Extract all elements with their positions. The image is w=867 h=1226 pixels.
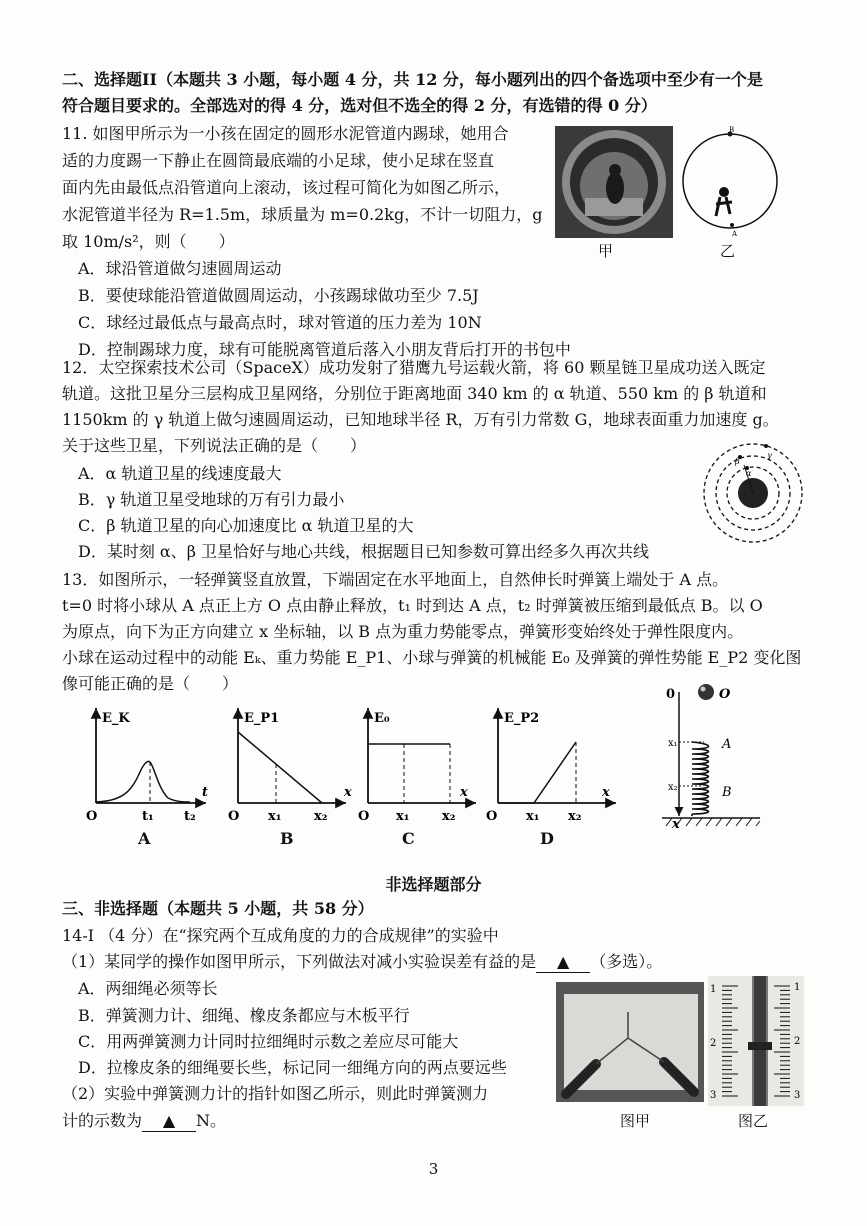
q11-line: 适的力度踢一下静止在圆筒最底端的小足球，使小足球在竖直	[62, 151, 495, 170]
q12-option-d: D．某时刻 α、β 卫星恰好与地心共线，根据题目已知参数可算出经多久再次共线	[78, 542, 650, 561]
q13-graph-b-tick2: x₂	[314, 809, 328, 824]
q14-part1	[62, 952, 662, 973]
q14-scale-left-3: 3	[710, 1090, 717, 1101]
q13-graph-d-origin: O	[486, 809, 498, 824]
q13-graph-c-origin: O	[358, 809, 370, 824]
q11-label-b: B	[729, 126, 735, 134]
q13-spring-zero: 0	[666, 687, 676, 702]
q14-option-d: D．拉橡皮条的细绳要长些，标记同一细绳方向的两点要远些	[78, 1058, 507, 1077]
q13-line: 13．如图所示，一轻弹簧竖直放置，下端固定在水平地面上，自然伸长时弹簧上端处于 A 点。	[62, 570, 729, 589]
q11-option-a: A．球沿管道做匀速圆周运动	[78, 259, 282, 278]
q14-scale-left-2: 2	[710, 1038, 717, 1049]
q14-scale-right-1: 1	[794, 982, 801, 993]
q13-line: 小球在运动过程中的动能 Eₖ、重力势能 E_P1、小球与弹簧的机械能 E₀ 及弹簧的弹性势能 E_P2 变化图	[62, 648, 802, 667]
q14-caption-yi: 图乙	[738, 1112, 769, 1130]
q12-line: 1150km 的 γ 轨道上做匀速圆周运动，已知地球半径 R，万有引力常数 G，地球表面重力加速度 g。	[62, 410, 779, 429]
q12-line: 关于这些卫星，下列说法正确的是（ ）	[62, 436, 367, 455]
q13-line: 像可能正确的是（ ）	[62, 674, 239, 693]
q14-scale-right-2: 2	[794, 1036, 801, 1047]
q14-part1-blank[interactable]: ▲	[536, 952, 590, 973]
q11-line: 取 10m/s²，则（ ）	[62, 232, 235, 251]
q13-graph-b-tick1: x₁	[268, 809, 282, 824]
q13-graph-b-xlabel: x	[344, 785, 352, 800]
q14-photo-board	[556, 982, 704, 1102]
q14-option-b: B．弹簧测力计、细绳、橡皮条都应与木板平行	[78, 1006, 410, 1025]
q13-graph-c	[356, 700, 484, 825]
q12-line: 轨道。这批卫星分三层构成卫星网络，分别位于距离地面 340 km 的 α 轨道、550 km 的 β 轨道和	[62, 384, 767, 403]
q13-graph-c-xlabel: x	[460, 785, 468, 800]
q14-part2-post: N。	[196, 1111, 227, 1130]
q13-graph-d-tick1: x₁	[526, 809, 540, 824]
q13-graph-b-origin: O	[228, 809, 240, 824]
q13-spring-a: A	[722, 737, 732, 752]
page-number: 3	[428, 1160, 439, 1178]
q11-option-d: D．控制踢球力度，球有可能脱离管道后落入小朋友背后打开的书包中	[78, 340, 571, 359]
q14-part1-tail: （多选）。	[590, 952, 663, 971]
q11-diagram-circle	[680, 124, 780, 242]
q11-photo-pipe	[555, 126, 673, 238]
section2-heading-line1: 二、选择题II（本题共 3 小题，每小题 4 分，共 12 分，每小题列出的四个备选项中至少有一个是	[62, 70, 763, 89]
q12-option-b: B．γ 轨道卫星受地球的万有引力最小	[78, 490, 345, 509]
q13-spring-b: B	[722, 785, 732, 800]
q13-spring-x1: x₁	[668, 738, 678, 749]
q13-spring-x2: x₂	[668, 782, 678, 793]
q11-caption-yi: 乙	[720, 242, 736, 260]
q13-spring-o: O	[719, 687, 731, 702]
q14-intro: 14-I （4 分）在“探究两个互成角度的力的合成规律”的实验中	[62, 926, 499, 945]
q13-graph-b-ylabel: E_P1	[244, 711, 280, 726]
q13-graph-a-xlabel: t	[202, 785, 209, 800]
q13-graph-a-name: A	[138, 829, 151, 848]
q13-line: 为原点，向下为正方向建立 x 坐标轴，以 B 点为重力势能零点，弹簧形变始终处于弹性限度内。	[62, 622, 744, 641]
q12-option-c: C．β 轨道卫星的向心加速度比 α 轨道卫星的大	[78, 516, 414, 535]
q11-option-c: C．球经过最低点与最高点时，球对管道的压力差为 10N	[78, 313, 482, 332]
q12-label-alpha: α	[746, 469, 752, 478]
q13-graph-d-tick2: x₂	[568, 809, 582, 824]
q12-label-beta: β	[735, 457, 740, 466]
q13-graph-d-name: D	[540, 829, 554, 848]
q12-option-a: A．α 轨道卫星的线速度最大	[78, 464, 282, 483]
q13-graph-a-tick2: t₂	[184, 809, 196, 824]
q14-scale-left-1: 1	[710, 984, 717, 995]
q13-line: t=0 时将小球从 A 点正上方 O 点由静止释放，t₁ 时到达 A 点，t₂ 时弹簧被压缩到最低点 B。以 O	[62, 596, 763, 615]
q13-spring-x: x	[672, 817, 680, 832]
q11-line: 水泥管道半径为 R=1.5m，球质量为 m=0.2kg，不计一切阻力，g	[62, 205, 543, 224]
q13-graph-c-ylabel: E₀	[374, 711, 390, 726]
q14-caption-jia: 图甲	[620, 1112, 651, 1130]
q13-graph-b	[226, 700, 354, 825]
q13-graph-d-ylabel: E_P2	[504, 711, 540, 726]
q13-graph-b-name: B	[280, 829, 294, 848]
q14-spring-scale	[708, 976, 804, 1106]
q13-graph-a-tick1: t₁	[142, 809, 154, 824]
q14-option-c: C．用两弹簧测力计同时拉细绳时示数之差应尽可能大	[78, 1032, 459, 1051]
nonchoice-title: 非选择题部分	[385, 875, 482, 894]
q14-part1-text: （1）某同学的操作如图甲所示，下列做法对减小实验误差有益的是	[62, 952, 537, 971]
q14-part2-line1: （2）实验中弹簧测力计的指针如图乙所示，则此时弹簧测力	[62, 1084, 489, 1103]
q13-graph-a-ylabel: E_K	[102, 711, 130, 726]
q13-graph-d-xlabel: x	[602, 785, 610, 800]
q14-scale-right-3: 3	[794, 1090, 801, 1101]
q13-graph-a-origin: O	[86, 809, 98, 824]
q11-option-b: B．要使球能沿管道做圆周运动，小孩踢球做功至少 7.5J	[78, 286, 479, 305]
q13-graph-a	[84, 700, 214, 825]
q13-graph-c-tick1: x₁	[396, 809, 410, 824]
section2-heading-line2: 符合题目要求的。全部选对的得 4 分，选对但不选全的得 2 分，有选错的得 0 分）	[62, 96, 657, 115]
q12-orbit-diagram	[700, 440, 806, 546]
q13-graph-c-name: C	[402, 829, 415, 848]
q12-line: 12．太空探索技术公司（SpaceX）成功发射了猎鹰九号运载火箭，将 60 颗星链卫星成功送入既定	[62, 358, 766, 377]
q14-option-a: A．两细绳必须等长	[78, 979, 218, 998]
q11-line: 11. 如图甲所示为一小孩在固定的圆形水泥管道内踢球，她用合	[62, 124, 509, 143]
q13-graph-c-tick2: x₂	[442, 809, 456, 824]
q13-spring-diagram	[656, 682, 766, 834]
q14-part2-blank[interactable]: ▲	[142, 1111, 196, 1132]
q11-line: 面内先由最低点沿管道向上滚动，该过程可简化为如图乙所示，	[62, 178, 511, 197]
q12-label-gamma: γ	[767, 451, 772, 460]
section3-heading: 三、非选择题（本题共 5 小题，共 58 分）	[62, 899, 374, 918]
q14-part2-line2	[62, 1111, 226, 1132]
q11-caption-jia: 甲	[598, 242, 614, 260]
q14-part2-pre: 计的示数为	[62, 1111, 143, 1130]
q13-graph-d	[484, 700, 624, 825]
q11-label-a: A	[732, 230, 738, 238]
